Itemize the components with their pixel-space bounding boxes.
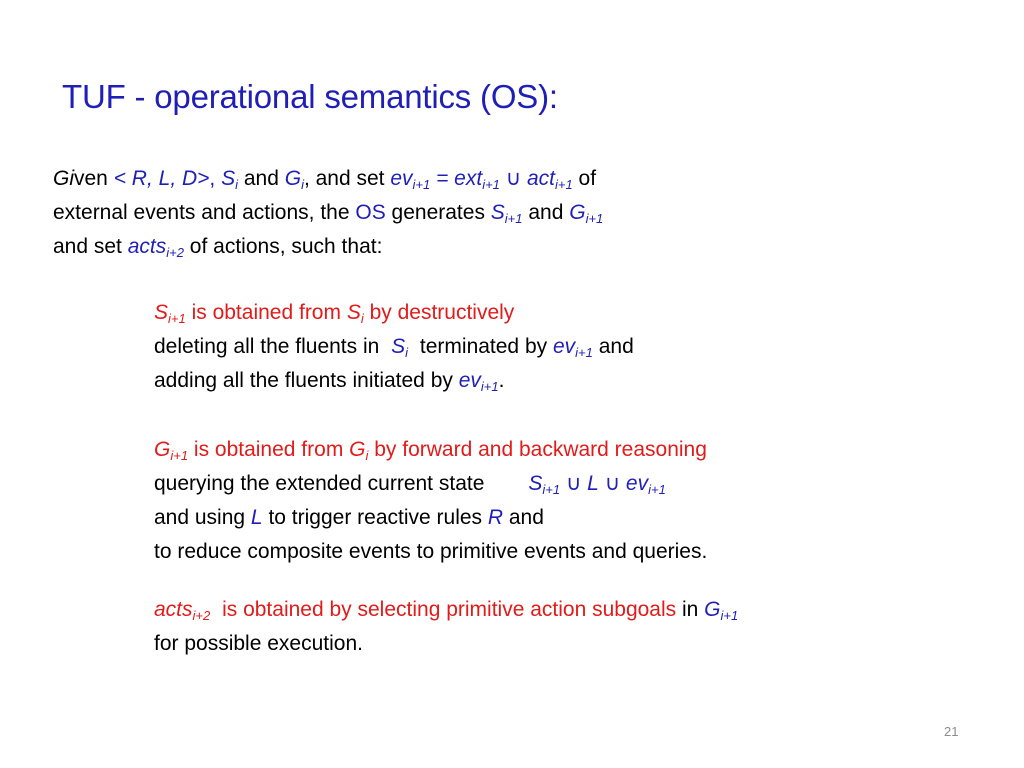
highlight-text: by destructively bbox=[363, 301, 515, 324]
highlight-text: is obtained from bbox=[185, 301, 347, 324]
state-symbol: S bbox=[391, 335, 406, 358]
body-text: to reduce composite events to primitive events and queries. bbox=[154, 540, 708, 563]
state-update-line-2 bbox=[154, 330, 634, 364]
connector-text: and bbox=[522, 201, 570, 224]
given-rest: ven bbox=[74, 167, 114, 190]
acts-selection-line-1 bbox=[154, 593, 738, 627]
goal-update-line-1 bbox=[154, 433, 707, 467]
intro-line-1 bbox=[53, 162, 603, 196]
intro-line-3 bbox=[53, 230, 603, 264]
union-symbol: ∪ bbox=[598, 472, 626, 495]
state-subscript: i bbox=[405, 345, 409, 360]
acts-symbol: acts bbox=[127, 235, 167, 258]
goal-subscript: i+1 bbox=[720, 608, 739, 623]
state-subscript: i bbox=[235, 177, 238, 192]
acts-symbol: acts bbox=[154, 598, 193, 621]
framework-tuple: < R, L, D> bbox=[113, 167, 210, 190]
state-symbol: S bbox=[221, 167, 236, 190]
connector-text: , and set bbox=[303, 167, 391, 190]
state-subscript: i+1 bbox=[504, 211, 523, 226]
state-update-line-1 bbox=[154, 296, 634, 330]
page-number: 21 bbox=[944, 724, 959, 739]
logic-program-symbol: L bbox=[250, 506, 263, 529]
events-subscript: i+1 bbox=[575, 345, 593, 360]
events-symbol: ev bbox=[625, 472, 649, 495]
external-symbol: = ext bbox=[430, 167, 483, 190]
state-update-paragraph bbox=[154, 296, 634, 398]
connector-text: and set bbox=[53, 235, 128, 258]
intro-text: external events and actions, the bbox=[53, 201, 356, 224]
body-text: querying the extended current state bbox=[154, 472, 485, 495]
body-text: adding all the fluents initiated by bbox=[154, 369, 459, 392]
highlight-text: is obtained by selecting primitive action subgoals bbox=[216, 598, 677, 621]
connector-text: generates bbox=[385, 201, 491, 224]
events-symbol: ev bbox=[458, 369, 481, 392]
intro-text: of actions, such that: bbox=[183, 235, 383, 258]
connector-text: and bbox=[238, 167, 285, 190]
acts-selection-paragraph bbox=[154, 593, 738, 661]
intro-line-2 bbox=[53, 196, 603, 230]
events-symbol: ev bbox=[552, 335, 576, 358]
external-subscript: i+1 bbox=[482, 177, 500, 192]
events-symbol: ev bbox=[390, 167, 413, 190]
goal-symbol: G bbox=[704, 598, 721, 621]
highlight-text: by forward and backward reasoning bbox=[368, 438, 707, 461]
state-symbol: S bbox=[346, 301, 361, 324]
acts-selection-line-2 bbox=[154, 627, 738, 661]
os-term: OS bbox=[355, 201, 386, 224]
given-italic-part: Gi bbox=[53, 167, 74, 190]
acts-subscript: i+2 bbox=[166, 245, 184, 260]
slide-title: TUF - operational semantics (OS): bbox=[62, 78, 558, 115]
body-text: and using bbox=[154, 506, 251, 529]
reactive-rules-symbol: R bbox=[487, 506, 504, 529]
goal-symbol: G bbox=[154, 438, 171, 461]
body-text: terminated by bbox=[414, 335, 553, 358]
state-subscript: i+1 bbox=[542, 482, 561, 497]
events-subscript: i+1 bbox=[412, 177, 431, 192]
period: . bbox=[498, 369, 505, 392]
state-update-line-3 bbox=[154, 364, 634, 398]
goal-subscript: i+1 bbox=[585, 211, 604, 226]
actions-subscript: i+1 bbox=[554, 177, 573, 192]
logic-program-symbol: L bbox=[587, 472, 599, 495]
acts-subscript: i+2 bbox=[192, 608, 211, 623]
goal-symbol: G bbox=[569, 201, 586, 224]
goal-update-line-4 bbox=[154, 535, 707, 569]
state-symbol: S bbox=[528, 472, 543, 495]
body-text: for possible execution. bbox=[154, 632, 363, 655]
state-symbol: S bbox=[490, 201, 505, 224]
actions-symbol: ∪ act bbox=[499, 167, 555, 190]
events-subscript: i+1 bbox=[480, 379, 499, 394]
highlight-text: is obtained from bbox=[188, 438, 350, 461]
comma: , bbox=[209, 167, 222, 190]
goal-symbol: G bbox=[349, 438, 366, 461]
state-subscript: i+1 bbox=[168, 311, 186, 326]
goal-update-paragraph bbox=[154, 433, 707, 569]
events-subscript: i+1 bbox=[648, 482, 666, 497]
connector-text: in bbox=[676, 598, 705, 621]
state-subscript: i bbox=[360, 311, 364, 326]
intro-paragraph bbox=[53, 162, 603, 264]
goal-subscript: i+1 bbox=[170, 448, 189, 463]
body-text: to trigger reactive rules bbox=[262, 506, 488, 529]
goal-update-line-3 bbox=[154, 501, 707, 535]
goal-symbol: G bbox=[284, 167, 302, 190]
body-text: deleting all the fluents in bbox=[154, 335, 386, 358]
state-symbol: S bbox=[154, 301, 169, 324]
goal-subscript: i bbox=[301, 177, 304, 192]
goal-update-line-2 bbox=[154, 467, 707, 501]
connector-text: and bbox=[503, 506, 544, 529]
union-symbol: ∪ bbox=[560, 472, 588, 495]
connector-text: and bbox=[592, 335, 634, 358]
goal-subscript: i bbox=[365, 448, 369, 463]
connector-text: of bbox=[572, 167, 597, 190]
